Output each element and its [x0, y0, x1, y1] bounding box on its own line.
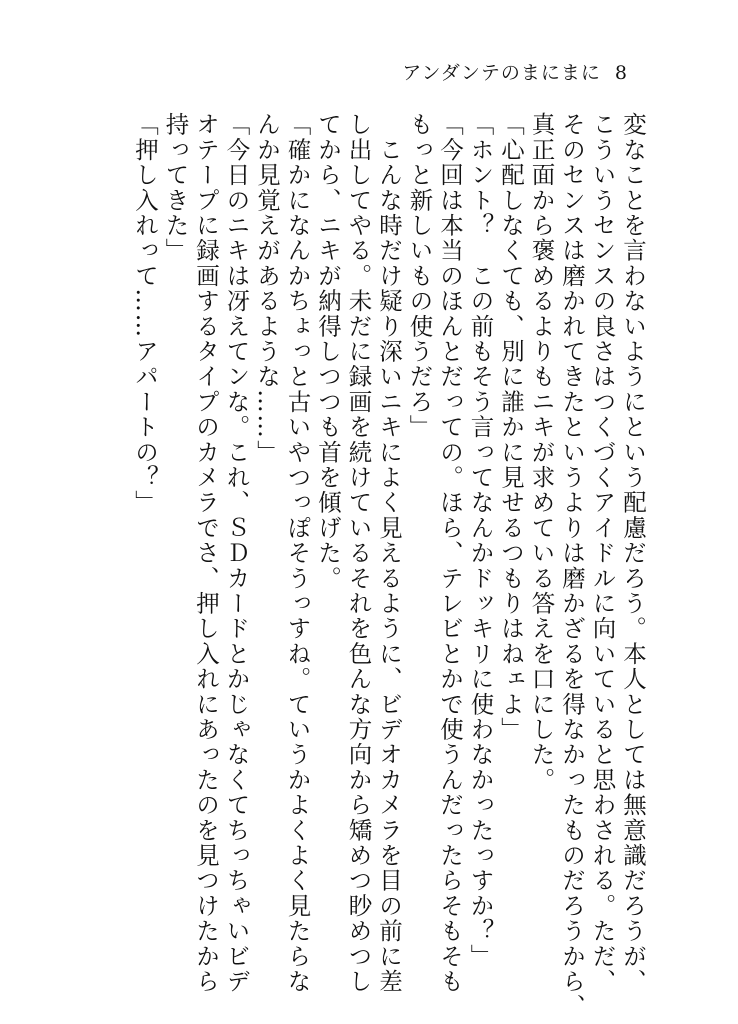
text-line: んか見覚えがあるような……」: [253, 112, 281, 465]
book-title: アンダンテのまにまに: [402, 62, 601, 84]
text-line: てから、ニキが納得しつつも首を傾げた。: [314, 112, 342, 591]
vertical-body-text: [131, 112, 648, 1020]
text-line: オテープに録画するタイプのカメラでさ、押し入れにあったのを見つけたから: [192, 112, 220, 994]
text-line: 「ホント？ この前もそう言ってなんかドッキリに使わなかったっすか？」: [466, 112, 495, 969]
text-line: 「今日のニキは冴えてンな。これ、ＳＤカードとかじゃなくてちっちゃいビデ: [222, 112, 251, 994]
text-line: 「心配しなくても、別に誰かに見せるつもりはねェよ」: [497, 112, 525, 742]
text-line: こんな時だけ疑り深いニキによく見えるように、ビデオカメラを目の前に差: [375, 112, 403, 994]
text-line: こういうセンスの良さはつくづくアイドルに向いていると思わされる。ただ、: [588, 112, 617, 994]
text-line: 変なことを言わないようにという配慮だろう。本人としては無意識だろうが、: [619, 112, 647, 994]
text-line: もっと新しいもの使うだろ」: [405, 112, 434, 440]
page-number: 8: [614, 62, 628, 84]
text-line: 「押し入れって……アパートの？」: [131, 112, 159, 516]
text-line: 「確かになんかちょっと古いやつっぽそうっすね。ていうかよくよく見たらな: [283, 112, 312, 994]
text-line: 持ってきた」: [161, 112, 190, 264]
text-line: 「今回は本当のほんとだっての。ほら、テレビとかで使うんだったらそもそも: [436, 112, 464, 994]
text-line: 真正面から褒めるよりもニキが求めている答えを口にした。: [527, 112, 556, 793]
text-line: し出してやる。未だに録画を続けているそれを色んな方向から矯めつ眇めつし: [344, 112, 373, 994]
text-line: そのセンスは磨かれてきたというよりは磨かざるを得なかったものだろうから、: [558, 112, 586, 1020]
running-header: [402, 58, 628, 85]
